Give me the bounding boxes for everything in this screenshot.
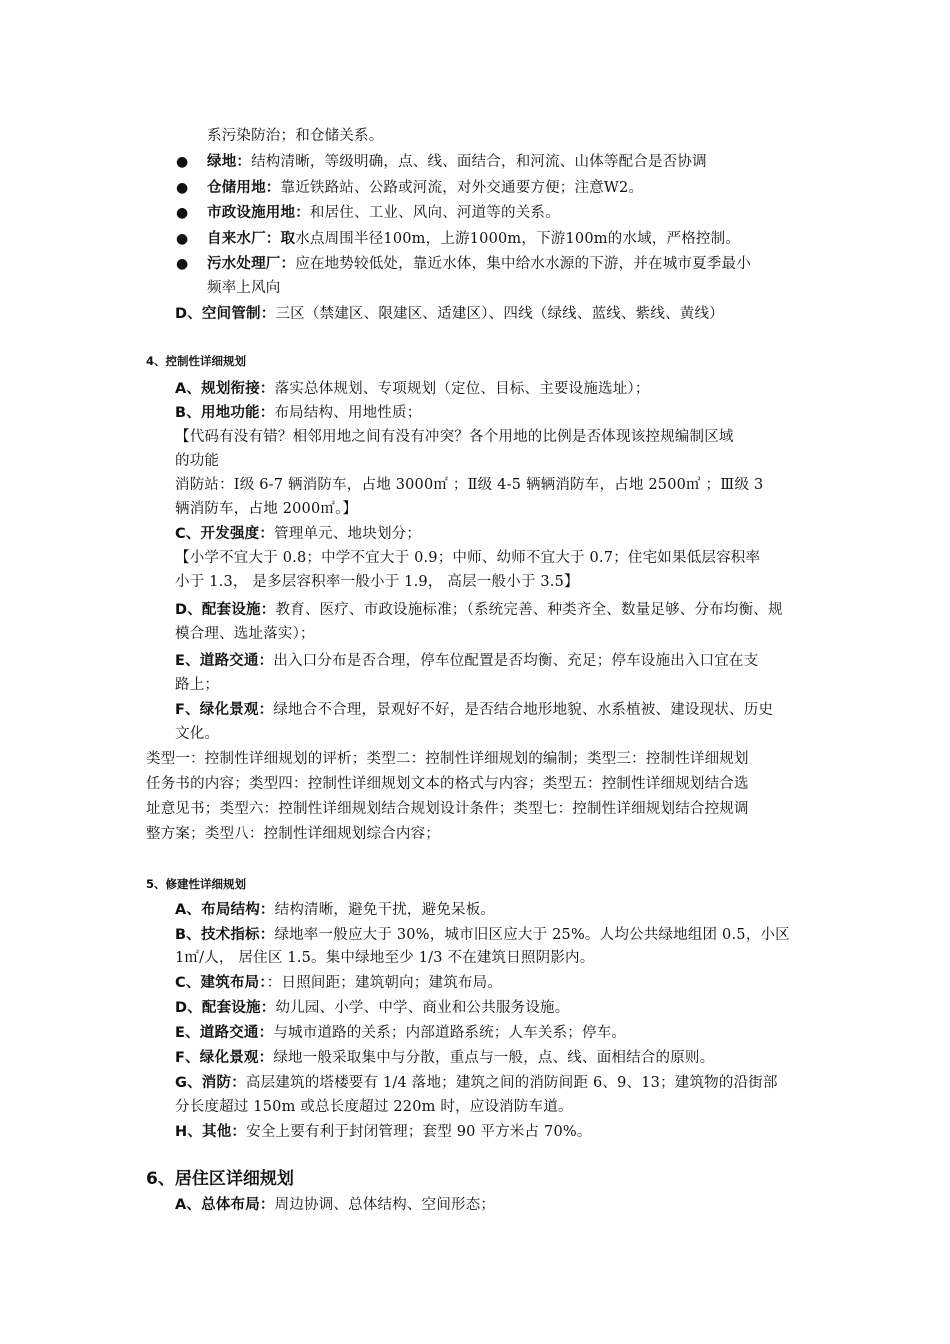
- item-5h: H、其他：安全上要有利于封闭管理；套型 90 平方米占 70%。: [175, 1124, 592, 1140]
- bullet-icon: ●: [176, 231, 189, 247]
- item-5d: D、配套设施：幼儿园、小学、中学、商业和公共服务设施。: [175, 1000, 570, 1016]
- bullet-item-storage: 仓储用地：靠近铁路站、公路或河流，对外交通要方便；注意W2。: [207, 180, 644, 196]
- note-4-1: 的功能: [175, 453, 220, 469]
- continuation-line: 系污染防治；和仓储关系。: [207, 128, 384, 144]
- section-heading-4: 4、控制性详细规划: [146, 354, 247, 368]
- item-5g: G、消防：高层建筑的塔楼要有 1/4 落地；建筑之间的消防间距 6、9、13；建筑物的沿街部: [175, 1075, 778, 1091]
- types-paragraph: 整方案；类型八：控制性详细规划综合内容；: [146, 826, 440, 842]
- bullet-item-waterworks: 自来水厂：取水点周围半径100m，上游1000m，下游100m的水域，严格控制。: [207, 231, 741, 247]
- item-5b-cont: 1㎡/人， 居住区 1.5。集中绿地至少 1/3 不在建筑日照阴影内。: [175, 950, 595, 966]
- item-4c: C、开发强度：管理单元、地块划分；: [175, 526, 422, 542]
- item-4d-cont: 模合理、选址落实）；: [175, 626, 315, 642]
- item-5g-cont: 分长度超过 150m 或总长度超过 220m 时，应设消防车道。: [175, 1099, 573, 1115]
- item-4a: A、规划衔接：落实总体规划、专项规划（定位、目标、主要设施选址）；: [175, 381, 650, 397]
- item-4b: B、用地功能：布局结构、用地性质；: [175, 405, 422, 421]
- bullet-item-greenland: 绿地：结构清晰，等级明确，点、线、面结合，和河流、山体等配合是否协调: [207, 154, 707, 170]
- section-heading-5: 5、修建性详细规划: [146, 877, 247, 891]
- item-4f: F、绿化景观：绿地合不合理，景观好不好，是否结合地形地貌、水系植被、建设现状、历史: [175, 702, 774, 718]
- bullet-icon: ●: [176, 154, 189, 170]
- item-4d: D、配套设施：教育、医疗、市政设施标准；（系统完善、种类齐全、数量足够、分布均衡、规: [175, 602, 783, 618]
- item-5f: F、绿化景观：绿地一般采取集中与分散，重点与一般，点、线、面相结合的原则。: [175, 1050, 715, 1066]
- note-4-1: 辆消防车，占地 2000㎡。】: [175, 501, 358, 517]
- note-4-1: 消防站：Ⅰ级 6-7 辆消防车，占地 3000㎡ ；Ⅱ级 4-5 辆辆消防车，占地 2500㎡ ；Ⅲ级 3: [175, 477, 764, 493]
- types-paragraph: 类型一：控制性详细规划的评析；类型二：控制性详细规划的编制；类型三：控制性详细规划: [146, 751, 749, 767]
- bullet-icon: ●: [176, 205, 189, 221]
- item-space-control: D、空间管制：三区（禁建区、限建区、适建区）、四线（绿线、蓝线、紫线、黄线）: [175, 306, 724, 322]
- item-4e: E、道路交通：出入口分布是否合理，停车位配置是否均衡、充足；停车设施出入口宜在支: [175, 653, 759, 669]
- section-heading-6: 6、居住区详细规划: [146, 1169, 294, 1189]
- bullet-icon: ●: [176, 256, 189, 272]
- item-4e-cont: 路上；: [175, 677, 220, 693]
- item-5b: B、技术指标：绿地率一般应大于 30%，城市旧区应大于 25%。人均公共绿地组团 0.5，小区: [175, 927, 790, 943]
- bullet-item-municipal: 市政设施用地：和居住、工业、风向、河道等的关系。: [207, 205, 560, 221]
- bullet-item-sewage: 污水处理厂：应在地势较低处，靠近水体，集中给水水源的下游，并在城市夏季最小: [207, 256, 751, 272]
- types-paragraph: 任务书的内容；类型四：控制性详细规划文本的格式与内容；类型五：控制性详细规划结合选: [146, 776, 749, 792]
- bullet-item-sewage-cont: 频率上风向: [207, 280, 281, 296]
- bullet-icon: ●: [176, 180, 189, 196]
- note-4-2: 小于 1.3， 是多层容积率一般小于 1.9， 高层一般小于 3.5】: [175, 574, 579, 590]
- item-6a: A、总体布局：周边协调、总体结构、空间形态；: [175, 1197, 496, 1213]
- item-4f-cont: 文化。: [175, 726, 220, 742]
- item-5e: E、道路交通：与城市道路的关系；内部道路系统；人车关系；停车。: [175, 1025, 627, 1041]
- item-5c: C、建筑布局：：日照间距；建筑朝向；建筑布局。: [175, 975, 502, 991]
- note-4-2: 【小学不宜大于 0.8；中学不宜大于 0.9；中师、幼师不宜大于 0.7；住宅如果低层容积率: [175, 550, 761, 566]
- types-paragraph: 址意见书；类型六：控制性详细规划结合规划设计条件；类型七：控制性详细规划结合控规调: [146, 801, 749, 817]
- note-4-1: 【代码有没有错？相邻用地之间有没有冲突？各个用地的比例是否体现该控规编制区域: [175, 429, 734, 445]
- item-5a: A、布局结构：结构清晰，避免干扰，避免呆板。: [175, 902, 496, 918]
